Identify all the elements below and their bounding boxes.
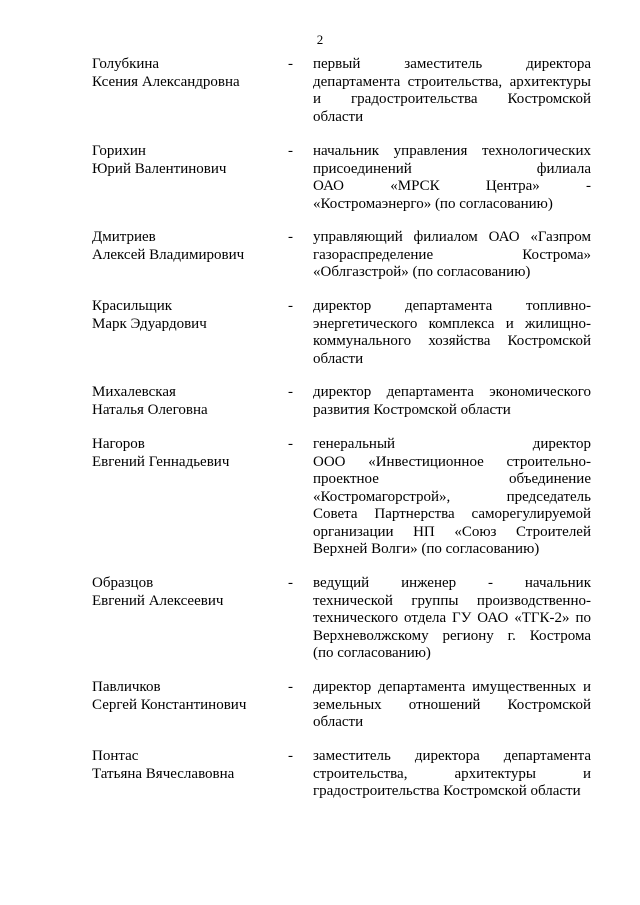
position-line: департамента строительства, архитектуры <box>313 73 591 90</box>
member-name <box>92 575 282 610</box>
separator-dash: - <box>288 298 293 314</box>
position-line: Верхней Волги» (по согласованию) <box>313 541 540 557</box>
position-line: коммунального хозяйства Костромской <box>313 333 591 349</box>
member-given-names: Марк Эдуардович <box>92 315 207 332</box>
member-name <box>92 436 282 471</box>
position-line: проектное объединение <box>313 471 591 487</box>
member-given-names: Ксения Александровна <box>92 73 240 90</box>
position-line: ООО «Инвестиционное строительно- <box>313 453 591 470</box>
position-line: и градостроительства Костромской <box>313 91 591 107</box>
position-line: энергетического комплекса и жилищно- <box>313 315 591 332</box>
member-position <box>313 679 591 732</box>
position-line: Верхневолжскому региону г. Кострома <box>313 627 591 644</box>
separator-dash: - <box>288 679 293 695</box>
position-line: развития Костромской области <box>313 401 511 418</box>
member-position <box>313 229 591 282</box>
member-name <box>92 679 282 714</box>
member-given-names: Сергей Константинович <box>92 696 247 713</box>
member-position <box>313 436 591 559</box>
member-surname: Павличков <box>92 679 161 695</box>
position-line: заместитель директора департамента <box>313 748 591 764</box>
member-given-names: Евгений Алексеевич <box>92 592 224 609</box>
position-line: организации НП «Союз Строителей <box>313 523 591 540</box>
member-surname: Дмитриев <box>92 229 156 245</box>
position-line: «Костромаэнерго» (по согласованию) <box>313 195 553 212</box>
position-line: управляющий филиалом ОАО «Газпром <box>313 229 591 245</box>
separator-dash: - <box>288 384 293 400</box>
separator-dash: - <box>288 436 293 452</box>
position-line: директор департамента экономического <box>313 384 591 400</box>
position-line: градостроительства Костромской области <box>313 783 581 799</box>
member-surname: Образцов <box>92 575 154 591</box>
member-name <box>92 748 282 783</box>
member-given-names: Наталья Олеговна <box>92 401 208 418</box>
position-line: директор департамента имущественных и <box>313 679 591 695</box>
separator-dash: - <box>288 748 293 764</box>
position-line: генеральный директор <box>313 436 591 452</box>
position-line: строительства, архитектуры и <box>313 765 591 782</box>
position-line: «Облгазстрой» (по согласованию) <box>313 264 531 280</box>
separator-dash: - <box>288 143 293 159</box>
member-given-names: Татьяна Вячеславовна <box>92 765 235 782</box>
position-line: присоединений филиала <box>313 160 591 177</box>
member-surname: Понтас <box>92 748 139 764</box>
position-line: земельных отношений Костромской <box>313 696 591 713</box>
member-surname: Нагоров <box>92 436 145 452</box>
member-name <box>92 56 282 91</box>
member-given-names: Алексей Владимирович <box>92 246 245 263</box>
member-position <box>313 298 591 368</box>
member-name <box>92 298 282 333</box>
member-surname: Красильщик <box>92 298 173 314</box>
position-line: директор департамента топливно- <box>313 298 591 314</box>
member-given-names: Евгений Геннадьевич <box>92 453 230 470</box>
position-line: начальник управления технологических <box>313 143 591 159</box>
position-line: Совета Партнерства саморегулируемой <box>313 506 591 522</box>
member-surname: Голубкина <box>92 56 160 72</box>
position-line: ОАО «МРСК Центра» - <box>313 178 591 194</box>
member-surname: Горихин <box>92 143 146 159</box>
position-line: (по согласованию) <box>313 645 431 661</box>
separator-dash: - <box>288 575 293 591</box>
position-line: технического отдела ГУ ОАО «ТГК-2» по <box>313 610 591 626</box>
member-name <box>92 229 282 264</box>
position-line: газораспределение Кострома» <box>313 246 591 263</box>
position-line: «Костромагорстрой», председатель <box>313 488 591 505</box>
member-position <box>313 143 591 213</box>
position-line: области <box>313 714 364 730</box>
separator-dash: - <box>288 229 293 245</box>
position-line: области <box>313 350 364 367</box>
member-name <box>92 143 282 178</box>
member-name <box>92 384 282 419</box>
member-position <box>313 748 591 801</box>
member-position <box>313 575 591 663</box>
position-line: области <box>313 108 364 125</box>
position-line: ведущий инженер - начальник <box>313 575 591 591</box>
member-surname: Михалевская <box>92 384 176 400</box>
position-line: технической группы производственно- <box>313 592 591 609</box>
position-line: первый заместитель директора <box>313 56 591 72</box>
member-position <box>313 384 591 419</box>
member-given-names: Юрий Валентинович <box>92 160 227 177</box>
page-number: 2 <box>316 32 324 47</box>
separator-dash: - <box>288 56 293 72</box>
member-position <box>313 56 591 126</box>
